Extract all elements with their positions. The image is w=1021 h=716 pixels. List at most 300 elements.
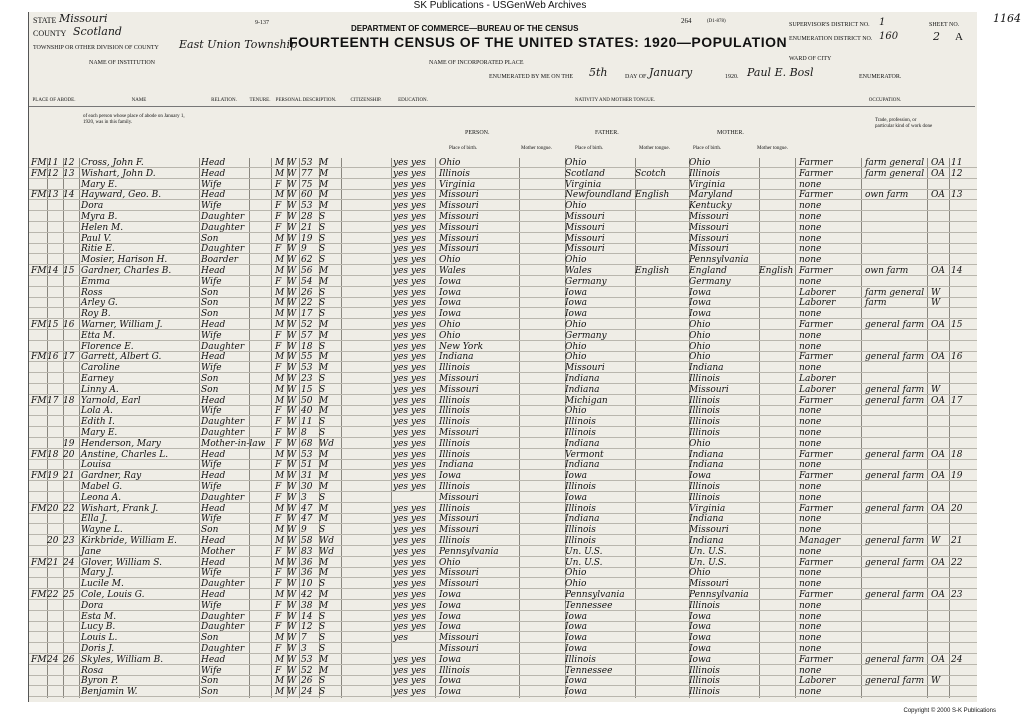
cell-n: 13 [47,190,59,201]
cell-mt [759,525,795,535]
cell-name: Rosa [81,665,104,676]
cell-h [63,180,79,190]
cell-ms: S [319,255,326,266]
cell-name: Wishart, John D. [81,168,156,179]
banner: SK Publications - USGenWeb Archives [0,0,1000,12]
cell-ind [865,342,925,352]
cell-sx: M [275,233,285,244]
cell-mb: Illinois [689,395,720,406]
cell-mb: Ohio [689,568,711,579]
table-row [29,363,977,373]
cell-rc: W [287,600,297,611]
cell-name: Arley G. [81,298,118,309]
cell-fb: Ohio [565,158,587,168]
cell-fb: Iowa [565,492,588,503]
cell-n [47,525,63,535]
cell-fb: Un. U.S. [565,546,603,557]
cell-ft [635,579,681,589]
cell-num [951,212,971,222]
cell-age: 52 [301,320,313,330]
cell-rc: W [287,406,297,417]
cell-mb: Germany [689,276,731,287]
table-row [29,687,977,697]
table-row [29,277,977,287]
cell-sx: F [275,644,282,654]
cell-pb: Missouri [439,525,479,536]
cell-d [31,298,47,308]
cell-mt [759,558,795,568]
cell-pb: Iowa [439,622,462,633]
cell-mb: Virginia [689,179,726,190]
cell-pb: Illinois [439,449,470,460]
table-row [29,331,977,341]
cell-mt [759,180,795,190]
cell-rel: Daughter [201,222,245,233]
cell-mt [759,320,795,330]
cell-num [951,255,971,265]
cell-d [31,493,47,503]
cell-ft [635,601,681,611]
cell-ft [635,158,681,168]
cell-mt [759,666,795,676]
cell-mb: Indiana [689,536,724,546]
cell-d [31,288,47,298]
cell-pb: Ohio [439,320,461,330]
cell-ed: yes yes [393,320,426,330]
table-row [29,655,977,665]
cell-pb: Iowa [439,287,462,298]
cell-num: 14 [951,266,963,276]
cell-ed: yes yes [393,460,426,471]
cell-mt [759,460,795,470]
cell-mb: Missouri [689,244,729,255]
cell-d [31,363,47,373]
cell-mt [759,190,795,200]
cell-rel: Daughter [201,428,245,438]
cell-fb: Illinois [565,503,596,514]
cell-ms: S [319,525,326,536]
cell-num [951,460,971,470]
cell-sx: F [275,244,282,255]
cell-rel: Son [201,287,219,298]
cell-ms: M [319,201,329,212]
cell-occ: none [799,438,822,449]
cell-age: 26 [301,676,313,687]
cell-pb: Illinois [439,536,470,546]
cell-mt [759,406,795,416]
cell-oa [931,212,949,222]
cell-num: 19 [951,471,963,482]
cell-h [63,676,79,686]
cell-mt [759,568,795,578]
person-sub: PERSON. [465,130,490,136]
cell-name: Paul V. [81,233,112,244]
cell-ms: M [319,557,329,568]
cell-oa [931,601,949,611]
cell-ind: general farm [865,395,925,406]
cell-ind: general farm [865,352,925,363]
cell-mt [759,547,795,557]
cell-oa [931,482,949,492]
enumerated-label: ENUMERATED BY ME ON THE [489,74,573,80]
cell-n [47,331,63,341]
cell-ft [635,676,681,686]
cell-oa: OA [931,158,945,168]
cell-ms: M [319,363,329,374]
cell-mb: Missouri [689,525,729,536]
cell-rc: W [287,665,297,676]
cell-age: 36 [301,568,313,579]
cell-sx: M [275,590,285,600]
cell-num [951,406,971,416]
cell-ed: yes yes [393,330,426,341]
cell-occ: Laborer [799,287,836,298]
cell-ind [865,687,925,697]
table-row [29,666,977,676]
sheet-label: SHEET NO. [929,22,960,28]
table-row [29,190,977,200]
state-value: Missouri [59,12,108,25]
cell-sx: M [275,352,285,363]
cell-mt [759,352,795,362]
cell-mt [759,676,795,686]
cell-d [31,255,47,265]
cell-rc: W [287,341,297,352]
cell-pb: Illinois [439,503,470,514]
cell-n: 16 [47,352,59,363]
cell-mt [759,309,795,319]
cell-ed: yes yes [393,309,426,320]
cell-pb: Missouri [439,374,479,384]
cell-mb: Missouri [689,222,729,233]
cell-fb: Ohio [565,352,587,363]
cell-n [47,234,63,244]
cell-oa [931,612,949,622]
cell-ind [865,579,925,589]
cell-n [47,428,63,438]
cell-age: 52 [301,665,313,676]
cell-occ: none [799,633,822,644]
cell-n [47,406,63,416]
table-row [29,439,977,449]
cell-occ: none [799,492,822,503]
cell-name: Anstine, Charles L. [81,449,169,460]
cell-age: 62 [301,255,313,266]
cell-name: Lucy B. [81,622,116,633]
cell-mt [759,687,795,697]
cell-ms: M [319,460,329,471]
cell-ft [635,622,681,632]
cell-ed: yes yes [393,255,426,266]
table-row [29,396,977,406]
cell-num [951,579,971,589]
cell-rc: W [287,514,297,525]
cell-oa [931,439,949,449]
cell-num [951,244,971,254]
cell-ind: general farm [865,384,925,395]
table-row [29,558,977,568]
cell-num: 17 [951,395,963,406]
cell-age: 50 [301,395,313,406]
cell-ed: yes yes [393,503,426,514]
cell-rc: W [287,201,297,212]
cell-ed: yes yes [393,179,426,190]
cell-age: 75 [301,179,313,190]
cell-ft: Scotch [635,168,667,179]
cell-rc: W [287,222,297,233]
cell-ind [865,363,925,373]
cell-sx: M [275,384,285,395]
group-citizenship: CITIZENSHIP. [341,98,391,107]
cell-fb: Iowa [565,298,588,309]
cell-sx: F [275,330,282,341]
cell-mt [759,655,795,665]
cell-h: 19 [63,438,75,449]
cell-sx: M [275,471,285,482]
enumeration-value: 160 [879,31,899,42]
cell-ed: yes yes [393,406,426,417]
table-row [29,288,977,298]
cell-h: 13 [63,168,75,179]
table-row [29,180,977,190]
cell-mb: Ohio [689,438,711,449]
cell-ft [635,342,681,352]
cell-h: 15 [63,266,75,276]
cell-rel: Daughter [201,579,245,590]
cell-h [63,223,79,233]
cell-oa: OA [931,168,945,179]
table-row [29,676,977,686]
cell-h: 23 [63,536,75,546]
cell-n [47,277,63,287]
cell-rc: W [287,158,297,168]
cell-oa: OA [931,395,945,406]
cell-fb: Ohio [565,341,587,352]
cell-rel: Wife [201,514,222,525]
cell-name: Myra B. [81,212,118,222]
cell-ms: M [319,320,329,330]
cell-num: 16 [951,352,963,363]
cell-rc: W [287,309,297,320]
cell-pb: New York [439,341,484,352]
cell-ind [865,482,925,492]
cell-ms: M [319,158,329,168]
cell-fb: Ohio [565,201,587,212]
cell-rc: W [287,687,297,698]
cell-sx: F [275,428,282,438]
cell-rc: W [287,449,297,460]
table-row [29,450,977,460]
cell-ed: yes yes [393,233,426,244]
cell-rel: Mother [201,546,235,557]
cell-d [31,201,47,211]
cell-rc: W [287,363,297,374]
table-row [29,169,977,179]
cell-occ: none [799,622,822,633]
cell-mb: Illinois [689,168,720,179]
cell-mb: Missouri [689,384,729,395]
cell-rc: W [287,546,297,557]
cell-num [951,687,971,697]
cell-ind: general farm [865,449,925,460]
cell-age: 12 [301,622,313,633]
cell-rel: Boarder [201,255,239,266]
cell-fb: Tennessee [565,665,613,676]
cell-rel: Head [201,449,226,460]
cell-name: Ross [81,287,103,298]
cell-ft [635,633,681,643]
cell-rel: Head [201,590,226,600]
cell-h [63,374,79,384]
cell-h [63,482,79,492]
cell-mb: Virginia [689,503,726,514]
cell-oa [931,234,949,244]
father-sub: FATHER. [595,130,619,136]
cell-age: 51 [301,460,313,471]
cell-num [951,482,971,492]
cell-mb: Illinois [689,665,720,676]
cell-mt [759,244,795,254]
cell-h [63,255,79,265]
cell-num [951,622,971,632]
cell-ms: M [319,449,329,460]
cell-num [951,417,971,427]
cell-num [951,180,971,190]
cell-ft [635,374,681,384]
table-row [29,406,977,416]
cell-n [47,201,63,211]
cell-oa [931,428,949,438]
cell-n: 11 [47,158,59,168]
cell-ft [635,558,681,568]
cell-age: 53 [301,449,313,460]
cell-ind: general farm [865,503,925,514]
cell-ind [865,212,925,222]
cell-ft [635,385,681,395]
cell-ind [865,201,925,211]
cell-ms: M [319,471,329,482]
cell-oa: W [931,676,941,687]
cell-ms: Wd [319,536,335,546]
cell-rel: Son [201,633,219,644]
cell-fb: Ohio [565,579,587,590]
cell-pb: Ohio [439,255,461,266]
cell-mt [759,417,795,427]
cell-n [47,374,63,384]
cell-name: Skyles, William B. [81,654,164,665]
cell-ind [865,493,925,503]
cell-rel: Daughter [201,492,245,503]
cell-age: 26 [301,287,313,298]
cell-n [47,579,63,589]
table-row [29,536,977,546]
cell-ed: yes yes [393,244,426,255]
enumeration-label: ENUMERATION DISTRICT NO. [789,36,873,42]
cell-ind [865,417,925,427]
cell-h [63,633,79,643]
cell-rel: Head [201,536,226,546]
cell-oa [931,277,949,287]
cell-d [31,212,47,222]
cell-name: Byron P. [81,676,119,687]
cell-rc: W [287,622,297,633]
cell-ms: S [319,492,326,503]
cell-fb: Missouri [565,212,605,222]
cell-pb: Missouri [439,633,479,644]
cell-ms: M [319,406,329,417]
cell-name: Louisa [81,460,112,471]
cell-name: Mabel G. [81,482,123,492]
cell-age: 23 [301,374,313,384]
cell-mt [759,342,795,352]
cell-mt [759,514,795,524]
cell-n [47,180,63,190]
cell-rc: W [287,482,297,492]
cell-mt [759,288,795,298]
cell-rel: Son [201,384,219,395]
cell-sx: F [275,222,282,233]
cell-mt [759,450,795,460]
cell-h: 12 [63,158,75,168]
cell-d [31,568,47,578]
cell-h [63,385,79,395]
cell-name: Esta M. [81,611,117,622]
cell-occ: Farmer [799,590,833,600]
cell-oa [931,374,949,384]
cell-fb: Illinois [565,417,596,428]
group-personal: PERSONAL DESCRIPTION. [271,98,341,107]
ward-label: WARD OF CITY [789,56,832,62]
year-label: 1920. [725,74,739,80]
day-of-label: DAY OF [625,74,647,80]
cell-ed: yes yes [393,266,426,276]
cell-pb: Missouri [439,568,479,579]
cell-oa: OA [931,266,945,276]
cell-h: 18 [63,395,75,406]
cell-ms: S [319,341,326,352]
cell-pb: Iowa [439,590,462,600]
table-row [29,385,977,395]
cell-rel: Mother-in-law [201,438,266,449]
mother-sub: MOTHER. [717,130,744,136]
cell-rel: Son [201,676,219,687]
cell-name: Mary E. [81,428,118,438]
cell-h: 24 [63,557,75,568]
cell-h [63,525,79,535]
cell-h [63,612,79,622]
cell-pb: Missouri [439,644,479,654]
table-row [29,504,977,514]
cell-rel: Head [201,158,226,168]
cell-age: 42 [301,590,313,600]
cell-oa [931,514,949,524]
cell-ft [635,352,681,362]
cell-ft [635,590,681,600]
cell-ms: S [319,611,326,622]
cell-pb: Iowa [439,309,462,320]
cell-name: Lola A. [81,406,113,417]
cell-ft [635,504,681,514]
cell-occ: none [799,341,822,352]
cell-occ: none [799,482,822,492]
cell-occ: none [799,644,822,654]
cell-pb: Illinois [439,417,470,428]
cell-pb: Ohio [439,557,461,568]
cell-n: 20 [47,503,59,514]
cell-ed: yes yes [393,449,426,460]
cell-name: Warner, William J. [81,320,163,330]
cell-ed: yes yes [393,687,426,698]
